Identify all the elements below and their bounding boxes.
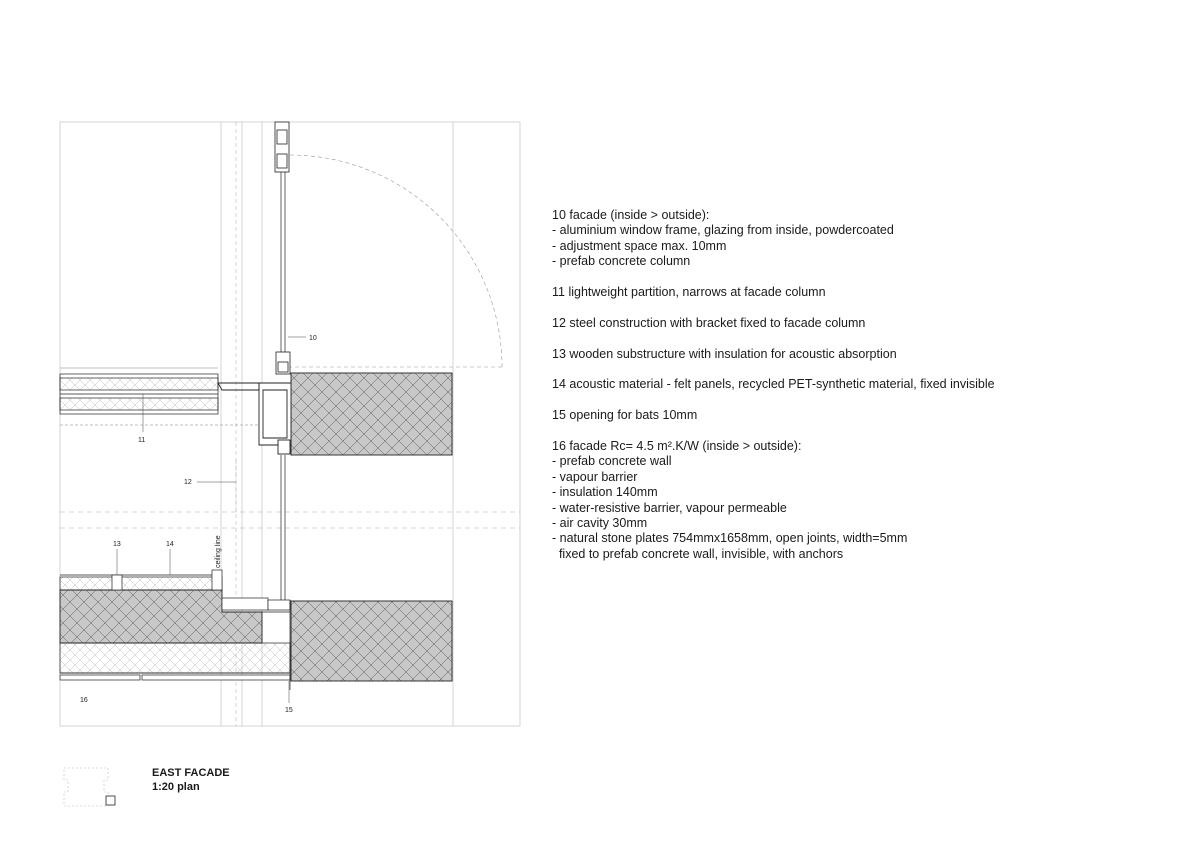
legend-line: - aluminium window frame, glazing from inside, powdercoated bbox=[552, 223, 894, 238]
label-14: 14 bbox=[166, 541, 174, 548]
label-15: 15 bbox=[285, 707, 293, 714]
legend-item bbox=[552, 347, 1152, 362]
lightweight-partition bbox=[60, 368, 258, 425]
drawing-title: EAST FACADE bbox=[152, 767, 230, 779]
key-plan-thumbnail bbox=[64, 768, 108, 806]
key-plan-marker bbox=[106, 796, 115, 805]
legend-line: - air cavity 30mm bbox=[552, 516, 648, 531]
door-swing bbox=[290, 155, 502, 367]
legend-line: 14 acoustic material - felt panels, recycled PET-synthetic material, fixed invisible bbox=[552, 377, 995, 392]
title-block bbox=[152, 766, 230, 794]
legend-line: 12 steel construction with bracket fixed to facade column bbox=[552, 315, 866, 330]
legend-item bbox=[552, 439, 1152, 562]
legend-line: fixed to prefab concrete wall, invisible, with anchors bbox=[552, 546, 844, 561]
label-12: 12 bbox=[184, 479, 192, 486]
legend-item bbox=[552, 208, 1152, 270]
legend-item bbox=[552, 408, 1152, 423]
legend-line: 15 opening for bats 10mm bbox=[552, 408, 698, 423]
label-11: 11 bbox=[138, 437, 146, 444]
legend-line: - insulation 140mm bbox=[552, 485, 658, 500]
legend-line: 11 lightweight partition, narrows at facade column bbox=[552, 285, 826, 300]
legend-item bbox=[552, 316, 1152, 331]
legend-line: - water-resistive barrier, vapour permeable bbox=[552, 500, 787, 515]
legend-line: - vapour barrier bbox=[552, 469, 638, 484]
concrete-column-lower bbox=[291, 601, 452, 681]
legend-line: - prefab concrete column bbox=[552, 254, 691, 269]
label-10: 10 bbox=[309, 335, 317, 342]
legend bbox=[552, 208, 1152, 578]
label-13: 13 bbox=[113, 541, 121, 548]
drawing-scale: 1:20 plan bbox=[152, 781, 200, 793]
label-ceiling-line: ceiling line bbox=[215, 535, 222, 568]
window-frame bbox=[275, 122, 290, 600]
concrete-column-upper bbox=[291, 373, 452, 455]
legend-line: - prefab concrete wall bbox=[552, 454, 672, 469]
steel-bracket bbox=[218, 383, 291, 454]
legend-item bbox=[552, 377, 1152, 392]
label-16: 16 bbox=[80, 697, 88, 704]
legend-line: - natural stone plates 754mmx1658mm, open joints, width=5mm bbox=[552, 531, 908, 546]
legend-line: 10 facade (inside > outside): bbox=[552, 208, 710, 222]
legend-line: - adjustment space max. 10mm bbox=[552, 238, 727, 253]
legend-line: 16 facade Rc= 4.5 m².K/W (inside > outside): bbox=[552, 439, 802, 453]
legend-line: 13 wooden substructure with insulation for acoustic absorption bbox=[552, 346, 897, 361]
legend-item bbox=[552, 285, 1152, 300]
